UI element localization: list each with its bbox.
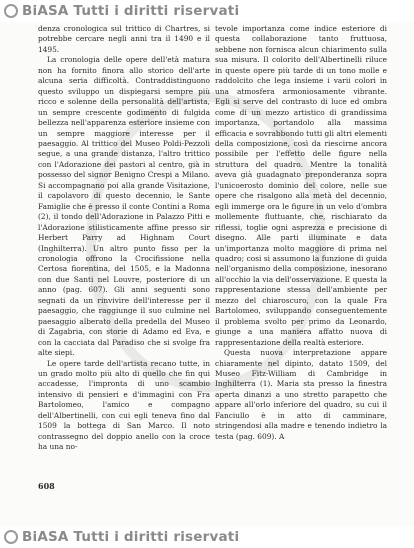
paragraph: Questa nuova interpretazione appare chiaramente nel dipinto, datato 1509, del Museo Fitz-William di Cambridge in Inghilterra (1). Maria sta presso la finestra aperta dinanzi a uno stretto parapetto che appare all'orlo inferiore del quadro, su cui il Fanciullo è in atto di camminare, stringendosi alla madre e tenendo indietro la testa (pag. 609). A [215, 348, 387, 441]
paragraph: denza cronologica sul trittico di Chartres, si potrebbe cercare negli anni tra il 1490 e il 1495. [38, 24, 210, 54]
left-text-column [38, 24, 210, 453]
bottom-banner-text: BiASA Tutti i diritti riservati [22, 529, 240, 545]
biasa-logo-icon [4, 4, 18, 18]
top-watermark-banner [0, 0, 414, 22]
biasa-logo-icon [4, 530, 18, 544]
paragraph: La cronologia delle opere dell'età matura non ha fornito finora allo storico dell'arte alcuna seria difficoltà. Contraddistinguono questo sviluppo un dispiegarsi sempre più ricco e solenne della personalità dell'artista, un sempre crescente godimento di fulgida bellezza nell'apparenza esteriore insieme con un sempre maggiore interesse per il paesaggio. Al trittico del Museo Poldi-Pezzoli segue, a una grande distanza, l'altro trittico con l'Adorazione dei pastori al centro, già in possesso del signor Benigno Crespi a Milano. Si accompagnano poi alla grande Visitazione, il capolavoro di questo decennio, le Sante Famiglie che è presso il conte Contini a Roma (2), il tondo dell'Adorazione in Palazzo Pitti e l'Adorazione stilisticamente affine presso sir Herbert Parry ad Highnam Court (Inghilterra). Un altro punto fisso per la cronologia offrono la Crocifissione nella Certosa fiorentina, del 1505, e la Madonna con due Santi nel Louvre, posteriore di un anno (pag. 607). Gli anni seguenti sono segnati da un rinvivire dell'interesse per il paesaggio, che raggiunge il suo culmine nel paesaggio alberato della predella del Museo di Zagabria, con storie di Adamo ed Eva, e con la cacciata dal Paradiso che si svolge fra alte siepi. [38, 55, 210, 358]
paragraph: tevole importanza come indice esteriore di questa collaborazione tanto fruttuosa, sebbene non fornisca alcun chiarimento sulla sua misura. Il colorito dell'Albertinelli riluce in queste opere più tarde di un tono molle e raddolcito che lega insieme i varii colori in una atmosfera armoniosamente vibrante. Egli si serve del contrasto di luce ed ombra come di un mezzo artistico di grandissima importanza, portandolo alla massima efficacia e sovrabbondo tutti gli altri elementi della composizione, così da riescirne ancora possibile per l'effetto delle figure nella struttura del quadro. Mentre la tonalità aveva già guadagnato preponderanza sopra l'unicoerosto dominio del colore, nelle sue opere che risalgono alla metà del decennio, egli immerge ora le figure in un velo d'ombra mollemente fluttuante, che, rischiarato da riflessi, toglie ogni asprezza e precisione di disegno. Alle parti illuminate e data un'importanza molto maggiore di prima nel quadro; cosi si assumono la funzione di guida nell'organismo della composizione, inesorano all'occhio la via dell'osservazione. E questa la rappresentazione stessa dell'ambiente per mezzo del chiaroscuro, con la quale Fra Bartolomeo, sviluppando conseguentemente il problema svolto per primo da Leonardo, giunge a una maniera affatto nuova di rappresentazione della realtà esteriore. [215, 24, 387, 347]
right-text-column [215, 24, 387, 442]
paragraph: Le opere tarde dell'artista recano tutte, in un grado molto più alto di quello che fin qui accadesse, l'impronta di uno scambio intensivo di pensieri e d'immagini con Fra Bartolomeo, l'amico e compagno dell'Albertinelli, con cui egli teneva fino dal 1509 la bottega di San Marco. Il noto contrassegno del doppio anello con la croce ha una no- [38, 358, 210, 452]
bottom-watermark-banner [0, 526, 414, 548]
page-number: 608 [38, 481, 55, 491]
scanned-page [0, 22, 414, 526]
top-banner-text: BiASA Tutti i diritti riservati [22, 3, 240, 19]
